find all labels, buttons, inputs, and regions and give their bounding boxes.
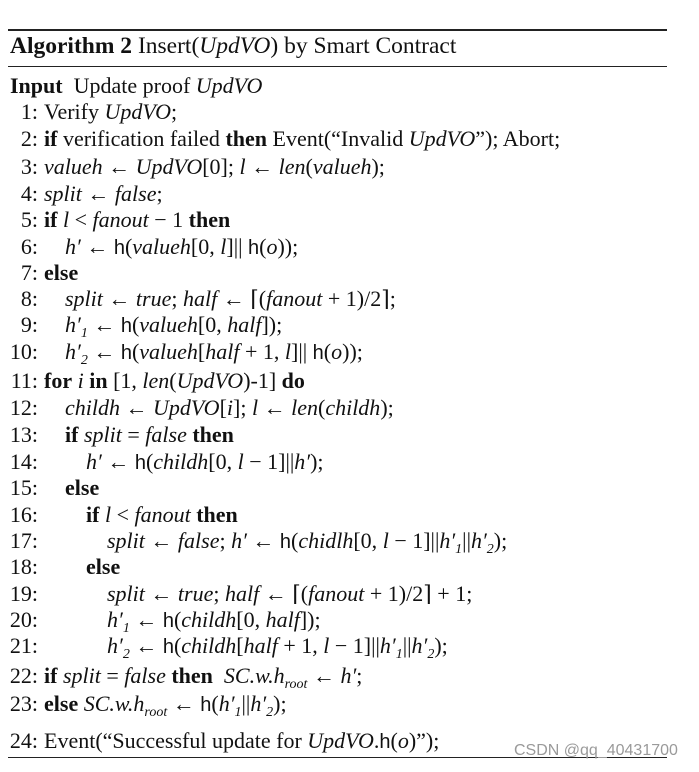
math-var: half (243, 633, 278, 658)
math-var: i (77, 368, 84, 393)
text: ← (245, 154, 279, 179)
line-number: 14: (9, 449, 38, 474)
math-var: l (220, 234, 227, 259)
math-var: true (177, 581, 214, 606)
text: < (111, 502, 135, 527)
algorithm-line (0, 528, 508, 557)
text: ← (129, 633, 163, 658)
text: + 1)/2⌉; (322, 286, 396, 311)
math-var: fanout (308, 581, 365, 606)
text: ; (213, 581, 225, 606)
math-var: SC.w.h (83, 691, 145, 716)
math-var: fanout (134, 502, 191, 527)
text: ( (169, 368, 177, 393)
math-var: true (135, 286, 172, 311)
math-var: l (284, 339, 292, 364)
text: ← ⌈( (259, 581, 309, 606)
text: < (69, 207, 93, 232)
math-var: split (107, 581, 145, 606)
text: ) by Smart Contract (270, 33, 457, 59)
text: [0, (190, 234, 221, 259)
math-var: o (331, 339, 343, 364)
text: ← (101, 449, 135, 474)
algorithm-line (0, 633, 448, 662)
text: [0, (353, 528, 383, 553)
line-content (44, 554, 120, 579)
math-var: half (227, 312, 262, 337)
subscript: 1 (455, 542, 463, 557)
math-var: l (104, 502, 112, 527)
line-number: 16: (9, 502, 38, 527)
algorithm-line (0, 207, 230, 233)
line-number: 19: (9, 581, 38, 606)
text: ( (323, 339, 332, 364)
text: ← (129, 607, 163, 632)
text: ); (493, 528, 508, 553)
line-content (44, 260, 78, 285)
math-var: half (265, 607, 300, 632)
math-var: fanout (266, 286, 323, 311)
algorithm-line (0, 475, 99, 501)
text: verification failed (57, 126, 226, 151)
text: [ (197, 339, 206, 364)
line-content (44, 449, 324, 474)
math-var: childh (153, 449, 209, 474)
math-var: half (224, 581, 260, 606)
algorithm-line (0, 449, 324, 475)
line-content (44, 475, 99, 500)
text: − 1]|| (329, 633, 380, 658)
line-number: 10: (9, 339, 38, 364)
keyword: if (44, 207, 58, 232)
math-var: valueh (139, 339, 198, 364)
math-var: h′ (231, 528, 247, 553)
text: Verify (44, 99, 105, 124)
keyword: if (86, 502, 100, 527)
algorithm-line (0, 181, 163, 207)
text: ; (219, 528, 232, 553)
line-content (44, 286, 396, 311)
math-var: h′ (107, 633, 123, 658)
hash-fn: h (162, 610, 174, 632)
algorithm-line (0, 554, 120, 580)
keyword: then (171, 663, 213, 688)
line-number: 4: (20, 181, 38, 206)
math-var: false (177, 528, 220, 553)
text: ← (87, 312, 121, 337)
line-content (44, 126, 560, 151)
line-content (44, 339, 363, 368)
text: Insert( (132, 33, 200, 59)
math-var: valueh (132, 234, 191, 259)
keyword: then (188, 207, 231, 232)
line-content (44, 663, 363, 692)
keyword: then (225, 126, 267, 151)
text: ( (173, 607, 182, 632)
text: ← ⌈( (217, 286, 267, 311)
keyword: do (281, 368, 305, 393)
text: ( (131, 339, 140, 364)
keyword: else (44, 691, 79, 716)
algorithm-line (0, 607, 321, 636)
line-number: 7: (20, 260, 38, 285)
math-var: false (114, 181, 157, 206)
keyword: then (196, 502, 238, 527)
math-var: h′ (65, 312, 81, 337)
algorithm-line (0, 286, 396, 312)
text: ← (167, 691, 201, 716)
subscript: 1 (80, 326, 88, 341)
keyword: if (44, 126, 58, 151)
math-var: h′ (86, 449, 102, 474)
math-var: UpdVO (199, 33, 271, 59)
algorithm-line (0, 339, 363, 368)
math-var: half (205, 339, 240, 364)
text: ( (317, 395, 326, 420)
text: − 1 (148, 207, 189, 232)
math-var: h′ (65, 339, 81, 364)
math-var: false (124, 663, 166, 688)
hash-fn: h (279, 531, 292, 553)
text: ( (259, 234, 267, 259)
text: = (121, 422, 146, 447)
algorithm-title (10, 33, 456, 60)
algorithm-line (0, 368, 305, 394)
text: [0, (208, 449, 238, 474)
math-var: fanout (92, 207, 149, 232)
line-content (44, 581, 472, 606)
math-var: split (62, 663, 101, 688)
line-content (44, 207, 230, 232)
line-content (44, 181, 163, 206)
math-var: UpdVO (307, 728, 374, 753)
text: [0, (236, 607, 266, 632)
line-content (44, 99, 177, 124)
math-var: half (182, 286, 218, 311)
algorithm-line (0, 154, 385, 180)
text: ( (124, 234, 133, 259)
line-content (44, 154, 385, 179)
math-var: UpdVO (195, 73, 263, 98)
text: ); (380, 395, 394, 420)
line-number: 1: (20, 99, 38, 124)
keyword: for (44, 368, 73, 393)
algorithm-line (0, 99, 177, 125)
keyword: Input (10, 73, 63, 98)
line-content (44, 368, 305, 393)
subscript: 1 (234, 705, 242, 720)
line-number: 3: (20, 154, 38, 179)
line-content (44, 528, 508, 557)
math-var: h′ (65, 234, 81, 259)
algorithm-line (0, 581, 472, 607)
math-var: split (65, 286, 103, 311)
algorithm-line (0, 728, 439, 754)
text: ( (291, 528, 299, 553)
hash-fn: h (162, 636, 174, 658)
algorithm-line (0, 502, 238, 528)
keyword: else (86, 554, 121, 579)
line-content (44, 607, 321, 636)
text: || (462, 528, 471, 553)
algorithm-line (0, 691, 287, 720)
line-content (44, 422, 234, 447)
math-var: l (251, 395, 259, 420)
subscript: 2 (266, 705, 274, 720)
line-number: 23: (9, 691, 38, 716)
text: − 1]|| (388, 528, 440, 553)
text: ]); (299, 607, 321, 632)
keyword: else (65, 475, 100, 500)
hash-fn: h (200, 694, 212, 716)
text: )-1] (243, 368, 282, 393)
hash-fn: h (134, 452, 146, 474)
math-var: valueh (312, 154, 372, 179)
text: ( (211, 691, 219, 716)
text: ; (356, 663, 363, 688)
line-number: 9: (20, 312, 38, 337)
subscript: root (144, 705, 168, 720)
math-var: o (266, 234, 278, 259)
line-number: 6: (20, 234, 38, 259)
math-var: len (142, 368, 170, 393)
algorithm-line (0, 126, 560, 152)
text: ( (173, 633, 182, 658)
math-var: h′ (411, 633, 428, 658)
algorithm-line (0, 260, 78, 286)
math-var: valueh (44, 154, 103, 179)
text: ]|| (226, 234, 249, 259)
math-var: childh (181, 607, 237, 632)
text: ← (258, 395, 292, 420)
math-var: h′ (107, 607, 123, 632)
text: ← (120, 395, 153, 420)
line-content (44, 312, 283, 341)
text: ← (246, 528, 280, 553)
line-number: 11: (10, 368, 38, 393)
text: + 1)/2⌉ + 1; (364, 581, 473, 606)
math-var: UpdVO (153, 395, 220, 420)
keyword: then (192, 422, 234, 447)
math-var: valueh (139, 312, 198, 337)
text: ); (371, 154, 385, 179)
math-var: o (397, 728, 409, 753)
math-var: h′ (340, 663, 357, 688)
math-var: h′ (218, 691, 235, 716)
text: ← (102, 154, 136, 179)
math-var: h′ (294, 449, 311, 474)
title-rule (8, 66, 667, 67)
line-content (44, 691, 287, 720)
text: ← (87, 339, 121, 364)
math-var: l (62, 207, 70, 232)
text: Update proof (62, 73, 196, 98)
line-content (44, 395, 394, 420)
subscript: 2 (80, 353, 88, 368)
text: ( (305, 154, 313, 179)
math-var: h′ (439, 528, 456, 553)
text: )); (277, 234, 299, 259)
algorithm-line (0, 312, 283, 341)
math-var: l (237, 449, 244, 474)
text: ]; (233, 395, 252, 420)
line-number: 21: (9, 633, 38, 658)
subscript: root (284, 677, 308, 692)
text: ]); (261, 312, 283, 337)
hash-fn: h (120, 315, 132, 337)
math-var: len (278, 154, 306, 179)
math-var: UpdVO (104, 99, 172, 124)
text (213, 663, 224, 688)
text: ( (390, 728, 398, 753)
text: ]|| (291, 339, 313, 364)
hash-fn: h (312, 342, 324, 364)
text: + 1, (239, 339, 285, 364)
text: ← (102, 286, 136, 311)
math-var: UpdVO (176, 368, 244, 393)
keyword: Algorithm 2 (10, 33, 133, 59)
math-var: childh (65, 395, 120, 420)
text: [0]; (202, 154, 240, 179)
line-number: 8: (20, 286, 38, 311)
math-var: i (226, 395, 234, 420)
line-number: 18: (9, 554, 38, 579)
keyword: in (89, 368, 108, 393)
text: ← (144, 581, 178, 606)
text: ← (144, 528, 178, 553)
math-var: l (382, 528, 389, 553)
line-number: 12: (9, 395, 38, 420)
keyword: if (65, 422, 79, 447)
hash-fn: h (113, 237, 125, 259)
text: . (373, 728, 380, 753)
text: [1, (107, 368, 143, 393)
text: [0, (197, 312, 228, 337)
math-var: h′ (379, 633, 396, 658)
top-rule (8, 29, 667, 31)
text: − 1]|| (243, 449, 295, 474)
algorithm-line (0, 663, 363, 692)
line-content (44, 728, 439, 753)
line-number: 5: (20, 207, 38, 232)
subscript: 1 (122, 621, 130, 636)
line-number: 13: (9, 422, 38, 447)
line-number: 22: (9, 663, 38, 688)
subscript: 1 (395, 647, 403, 662)
math-var: childh (181, 633, 237, 658)
text: ; (171, 99, 178, 124)
text: [ (219, 395, 227, 420)
text: ”); Abort; (475, 126, 561, 151)
text: ← (307, 663, 341, 688)
subscript: 2 (427, 647, 435, 662)
text: ); (434, 633, 448, 658)
text: ; (156, 181, 163, 206)
math-var: split (83, 422, 122, 447)
text: = (100, 663, 125, 688)
watermark: CSDN @qq_40431700 (514, 742, 678, 759)
algorithm-line (0, 422, 234, 448)
math-var: false (145, 422, 187, 447)
algorithm-line (0, 395, 394, 421)
text: Event(“Successful update for (44, 728, 308, 753)
text: ); (310, 449, 324, 474)
hash-fn: h (379, 731, 391, 753)
line-number: 24: (9, 728, 38, 753)
text: )”); (408, 728, 440, 753)
line-number: 20: (9, 607, 38, 632)
input-line (10, 73, 262, 99)
text: + 1, (277, 633, 324, 658)
algorithm-line (0, 234, 298, 260)
line-number: 2: (20, 126, 38, 151)
math-var: chidlh (298, 528, 354, 553)
math-var: h′ (250, 691, 267, 716)
text: ← (81, 181, 115, 206)
math-var: l (239, 154, 246, 179)
math-var: split (44, 181, 82, 206)
line-number: 15: (9, 475, 38, 500)
math-var: h′ (470, 528, 487, 553)
math-var: UpdVO (408, 126, 476, 151)
line-number: 17: (9, 528, 38, 553)
subscript: 2 (486, 542, 494, 557)
hash-fn: h (120, 342, 132, 364)
text: ); (273, 691, 287, 716)
math-var: SC.w.h (223, 663, 285, 688)
line-content (44, 502, 238, 527)
text: ( (131, 312, 140, 337)
math-var: UpdVO (135, 154, 203, 179)
text: || (402, 633, 412, 658)
line-content (44, 633, 448, 662)
math-var: split (107, 528, 145, 553)
text: || (241, 691, 251, 716)
subscript: 2 (122, 647, 130, 662)
keyword: if (44, 663, 58, 688)
math-var: len (291, 395, 318, 420)
hash-fn: h (248, 237, 260, 259)
text: [ (236, 633, 244, 658)
text: ← (80, 234, 114, 259)
text: ( (145, 449, 154, 474)
keyword: else (44, 260, 79, 285)
math-var: childh (325, 395, 381, 420)
math-var: l (323, 633, 330, 658)
text: ; (171, 286, 183, 311)
line-content (44, 234, 298, 259)
text: )); (342, 339, 363, 364)
text: Event(“Invalid (267, 126, 409, 151)
